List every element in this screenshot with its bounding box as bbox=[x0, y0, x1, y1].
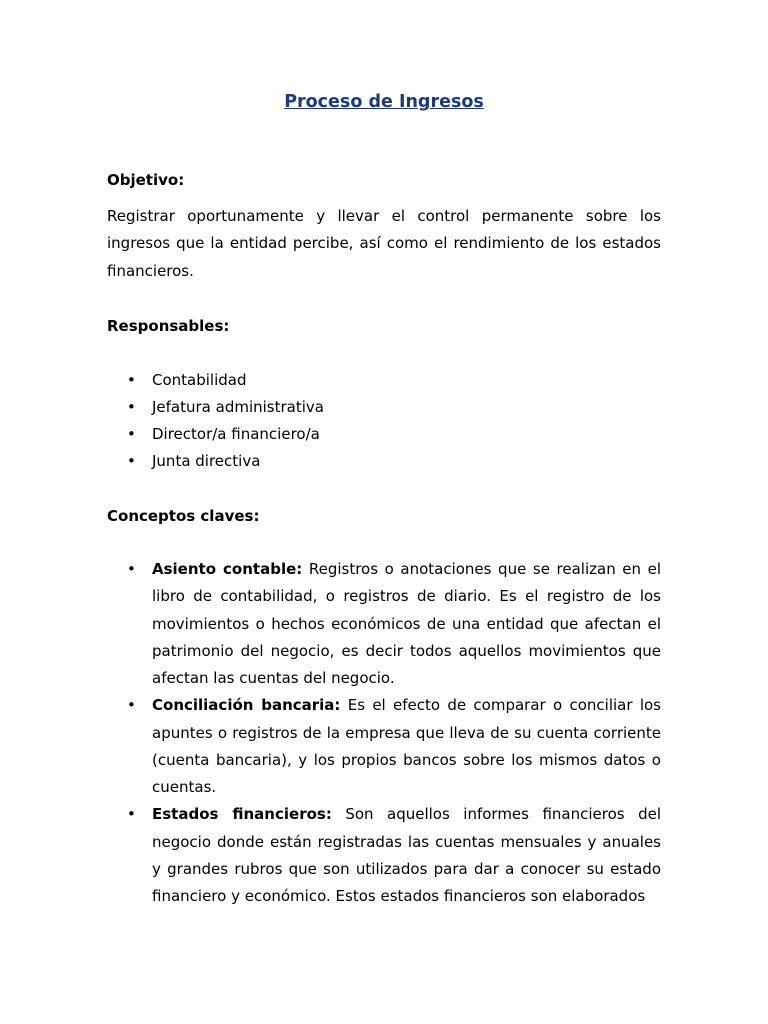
list-item bbox=[107, 448, 661, 475]
definition-item bbox=[107, 801, 661, 910]
bullet-icon: • bbox=[127, 371, 136, 389]
definition-item bbox=[107, 692, 661, 801]
bullet-icon: • bbox=[127, 452, 136, 470]
bullet-icon: • bbox=[127, 425, 136, 443]
bullet-icon: • bbox=[127, 398, 136, 416]
bullet-icon: • bbox=[127, 805, 136, 824]
responsables-heading: Responsables: bbox=[107, 317, 230, 335]
objetivo-heading: Objetivo: bbox=[107, 171, 185, 189]
definition-item bbox=[107, 556, 661, 692]
definition-text: Es el efecto de comparar o conciliar los apuntes o registros de la empresa que lleva de su cuenta corriente (cuenta bancaria), y los propios bancos sobre los mismos datos o cuentas. bbox=[152, 696, 661, 796]
list-item-label: Jefatura administrativa bbox=[152, 398, 324, 416]
conceptos-list bbox=[107, 556, 661, 910]
list-item bbox=[107, 421, 661, 448]
definition-term: Asiento contable: bbox=[152, 560, 303, 578]
objetivo-paragraph: Registrar oportunamente y llevar el control permanente sobre los ingresos que la entidad percibe, así como el rendimiento de los estados financieros. bbox=[107, 207, 661, 280]
bullet-icon: • bbox=[127, 560, 136, 578]
definition-term: Conciliación bancaria: bbox=[152, 696, 341, 715]
bullet-icon: • bbox=[127, 696, 136, 715]
list-item-label: Contabilidad bbox=[152, 371, 247, 389]
definition-term: Estados financieros: bbox=[152, 805, 332, 824]
definition-text: Registros o anotaciones que se realizan en el libro de contabilidad, o registros de diario. Es el registro de los movimientos o hechos económicos de una entidad que afectan el patrimonio del negocio, es decir todos aquellos movimientos que afectan las cuentas del negocio. bbox=[152, 560, 661, 687]
list-item-label: Director/a financiero/a bbox=[152, 425, 320, 443]
page-title: Proceso de Ingresos bbox=[284, 92, 484, 112]
list-item bbox=[107, 367, 661, 394]
definition-text: Son aquellos informes financieros del negocio donde están registradas las cuentas mensuales y anuales y grandes rubros que son utilizados para dar a conocer su estado financiero y económico. Estos estados financieros son elaborados bbox=[152, 805, 662, 905]
responsables-list bbox=[107, 367, 661, 475]
conceptos-heading: Conceptos claves: bbox=[107, 507, 260, 525]
list-item-label: Junta directiva bbox=[152, 452, 261, 470]
list-item bbox=[107, 394, 661, 421]
